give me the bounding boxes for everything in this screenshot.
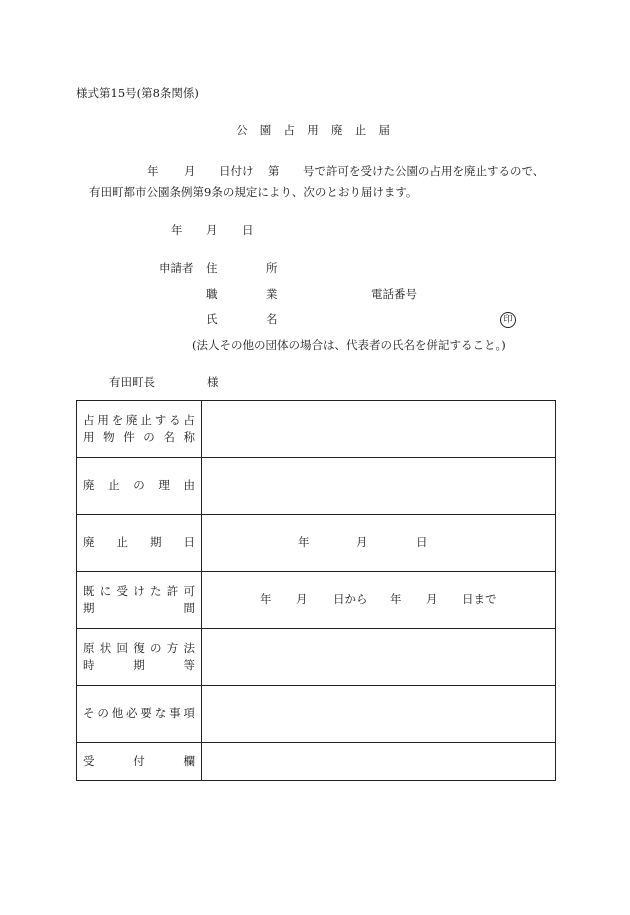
body-line2: 有田町都市公園条例第9条の規定により、次のとおり届けます。 <box>89 185 418 199</box>
occupation-label-char: 業 <box>266 287 278 301</box>
table-row <box>77 572 556 629</box>
period-start-month: 月 <box>296 592 308 606</box>
label-char: 要 <box>140 706 152 721</box>
row-label-restoration <box>77 629 202 686</box>
usage-item-field[interactable] <box>202 401 556 458</box>
form-number: 様式第15号(第8条関係) <box>76 86 199 100</box>
seal-mark <box>500 312 516 328</box>
label-char: 項 <box>183 706 195 721</box>
label-char: 法 <box>183 640 195 655</box>
applicant-label: 申請者 <box>159 261 194 275</box>
address-label-char: 所 <box>266 261 278 275</box>
end-day-label: 日 <box>416 535 428 549</box>
label-char: の <box>97 706 109 721</box>
label-char: 止 <box>140 412 152 427</box>
end-month-label: 月 <box>356 535 368 549</box>
other-matters-field[interactable] <box>202 686 556 743</box>
label-char: 期 <box>83 601 95 615</box>
label-char: 付 <box>133 753 145 768</box>
label-char: す <box>154 412 167 427</box>
address-label-char: 住 <box>206 261 218 275</box>
addressee-name: 有田町長 <box>109 375 155 389</box>
occupation-label-char: 職 <box>206 287 218 301</box>
label-char: 等 <box>183 658 195 672</box>
label-char: 可 <box>183 583 195 598</box>
label-char: 他 <box>111 706 124 721</box>
corporate-note: (法人その他の団体の場合は、代表者の氏名を併記すること。) <box>192 338 506 352</box>
table-row <box>77 401 556 458</box>
label-char: 名 <box>163 430 175 444</box>
title-char: 届 <box>378 123 390 137</box>
reception-field[interactable] <box>202 743 556 781</box>
label-char: 事 <box>169 706 181 721</box>
restoration-field[interactable] <box>202 629 556 686</box>
label-char: 日 <box>183 535 195 550</box>
label-char: 止 <box>108 478 120 493</box>
label-char: け <box>133 583 145 598</box>
table-row <box>77 629 556 686</box>
date-day-label: 日 <box>242 223 254 237</box>
table-row <box>77 743 556 781</box>
label-char: に <box>99 583 112 598</box>
row-label-end-date <box>77 515 202 572</box>
label-char: の <box>143 430 155 444</box>
label-char: の <box>150 640 162 655</box>
row-label-usage-item <box>77 401 202 458</box>
permit-date-ref: 日付け <box>219 164 254 178</box>
title-char: 園 <box>259 123 272 137</box>
table-row <box>77 458 556 515</box>
label-char: 期 <box>150 535 162 550</box>
seal-icon: 印 <box>500 312 516 328</box>
end-date-field[interactable] <box>202 515 556 572</box>
title-char: 公 <box>236 123 248 137</box>
row-label-permit-period <box>77 572 202 629</box>
row-label-reception <box>77 743 202 781</box>
label-char: 廃 <box>83 535 95 550</box>
title-char: 用 <box>307 123 319 137</box>
label-char: 件 <box>123 430 135 444</box>
label-char: 廃 <box>126 412 138 427</box>
date-month-label: 月 <box>206 223 218 237</box>
label-char: そ <box>83 706 95 721</box>
period-start-day: 日から <box>333 592 368 606</box>
label-char: 止 <box>116 535 128 550</box>
period-end-month: 月 <box>426 592 438 606</box>
period-end-year: 年 <box>390 592 402 606</box>
name-label-char: 名 <box>266 312 278 326</box>
label-char: 原 <box>83 640 95 655</box>
label-char: 必 <box>126 706 138 721</box>
label-char: 方 <box>166 640 179 655</box>
permit-number-prefix: 第 <box>268 164 280 178</box>
row-label-reason <box>77 458 202 515</box>
row-label-other <box>77 686 202 743</box>
label-char: を <box>111 412 124 427</box>
label-char: 復 <box>133 640 145 655</box>
title-char: 廃 <box>331 123 343 137</box>
label-char: 占 <box>183 412 195 427</box>
reason-field[interactable] <box>202 458 556 515</box>
title-char: 占 <box>283 123 295 137</box>
label-char: る <box>169 412 181 427</box>
label-char: 称 <box>183 430 195 444</box>
label-char: 占 <box>83 412 95 427</box>
end-year-label: 年 <box>298 535 310 549</box>
page-title <box>236 125 390 137</box>
label-char: 理 <box>158 478 170 493</box>
permit-period-field[interactable] <box>202 572 556 629</box>
permit-year-label: 年 <box>147 164 159 178</box>
addressee-honorific: 様 <box>207 375 219 389</box>
permit-month-label: 月 <box>184 164 196 178</box>
label-char: た <box>150 583 162 598</box>
label-char: 物 <box>103 430 115 444</box>
label-char: 廃 <box>83 478 95 493</box>
label-char: 受 <box>83 753 95 768</box>
table-row <box>77 515 556 572</box>
label-char: 時 <box>83 658 95 672</box>
label-char: 期 <box>133 658 145 672</box>
phone-label: 電話番号 <box>371 287 417 301</box>
body-line1-rest: 号で許可を受けた公園の占用を廃止するので、 <box>303 164 545 178</box>
label-char: の <box>133 478 145 493</box>
label-char: 用 <box>83 430 95 444</box>
label-char: 回 <box>116 640 128 655</box>
label-char: 許 <box>166 583 179 598</box>
label-char: 由 <box>183 478 195 493</box>
date-year-label: 年 <box>171 223 183 237</box>
title-char: 止 <box>354 123 367 137</box>
label-char: 欄 <box>183 753 195 768</box>
label-char: 用 <box>97 412 109 427</box>
form-table <box>76 400 556 781</box>
name-label-char: 氏 <box>206 312 218 326</box>
period-start-year: 年 <box>260 592 272 606</box>
label-char: 受 <box>116 583 128 598</box>
label-char: 既 <box>83 583 95 598</box>
table-row <box>77 686 556 743</box>
period-end-day: 日まで <box>462 592 497 606</box>
label-char: 間 <box>183 601 195 615</box>
label-char: な <box>154 706 167 721</box>
label-char: 状 <box>99 640 112 655</box>
